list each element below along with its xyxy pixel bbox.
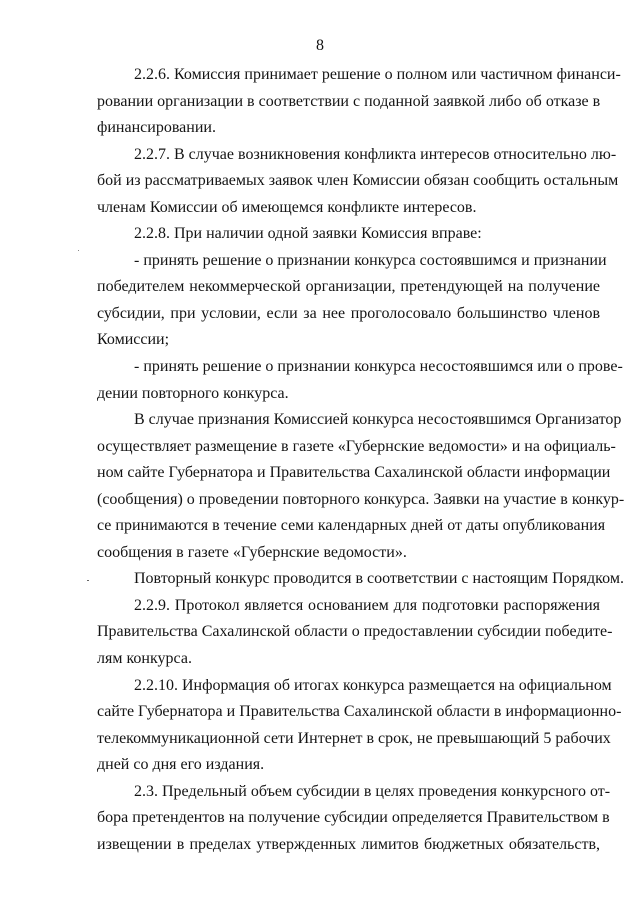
- text-line: сообщения в газете «Губернские ведомости».: [97, 543, 407, 561]
- text-line: 2.2.8. При наличии одной заявки Комиссия вправе:: [134, 225, 482, 243]
- text-line: дней со дня его издания.: [97, 756, 265, 774]
- text-line: дении повторного конкурса.: [97, 384, 289, 402]
- text-line: В случае признания Комиссией конкурса несостоявшимся Организатор: [134, 411, 622, 429]
- text-line: 2.2.9. Протокол является основанием для подготовки распоряжения: [134, 596, 600, 614]
- text-line: сайте Губернатора и Правительства Сахалинской области в информационно-: [97, 703, 622, 721]
- text-line: - принять решение о признании конкурса состоявшимся и признании: [134, 251, 607, 269]
- text-line: извещении в пределах утвержденных лимитов бюджетных обязательств,: [97, 835, 600, 853]
- text-line: членам Комиссии об имеющемся конфликте интересов.: [97, 198, 477, 216]
- text-line: осуществляет размещение в газете «Губернские ведомости» и на официаль-: [97, 437, 616, 455]
- text-line: - принять решение о признании конкурса несостоявшимся или о прове-: [134, 358, 623, 376]
- text-line: Повторный конкурс проводится в соответствии с настоящим Порядком.: [134, 570, 624, 588]
- text-line: (сообщения) о проведении повторного конкурса. Заявки на участие в конкур-: [97, 490, 625, 508]
- text-line: Комиссии;: [97, 331, 170, 349]
- text-line: ном сайте Губернатора и Правительства Сахалинской области информации: [97, 464, 611, 482]
- text-line: субсидии, при условии, если за нее проголосовало большинство членов: [97, 304, 600, 322]
- document-body: [97, 62, 625, 858]
- scan-speck: [78, 250, 79, 251]
- text-line: 2.3. Предельный объем субсидии в целях проведения конкурсного от-: [134, 782, 611, 800]
- text-line: Правительства Сахалинской области о предоставлении субсидии победите-: [97, 623, 613, 641]
- scan-speck: [87, 580, 89, 581]
- page-number: 8: [316, 37, 324, 54]
- text-line: лям конкурса.: [97, 650, 192, 668]
- text-line: бора претендентов на получение субсидии определяется Правительством в: [97, 809, 610, 827]
- text-line: 2.2.7. В случае возникновения конфликта интересов относительно лю-: [134, 145, 617, 163]
- text-line: ровании организации в соответствии с поданной заявкой либо об отказе в: [97, 92, 601, 110]
- text-line: телекоммуникационной сети Интернет в срок, не превышающий 5 рабочих: [97, 729, 611, 747]
- text-line: бой из рассматриваемых заявок член Комиссии обязан сообщить остальным: [97, 172, 619, 190]
- text-line: 2.2.6. Комиссия принимает решение о полном или частичном финанси-: [134, 66, 621, 83]
- text-line: 2.2.10. Информация об итогах конкурса размещается на официальном: [134, 676, 612, 694]
- text-line: победителем некоммерческой организации, претендующей на получение: [97, 278, 600, 296]
- text-line: се принимаются в течение семи календарных дней от даты опубликования: [97, 517, 606, 535]
- text-line: финансировании.: [97, 119, 216, 137]
